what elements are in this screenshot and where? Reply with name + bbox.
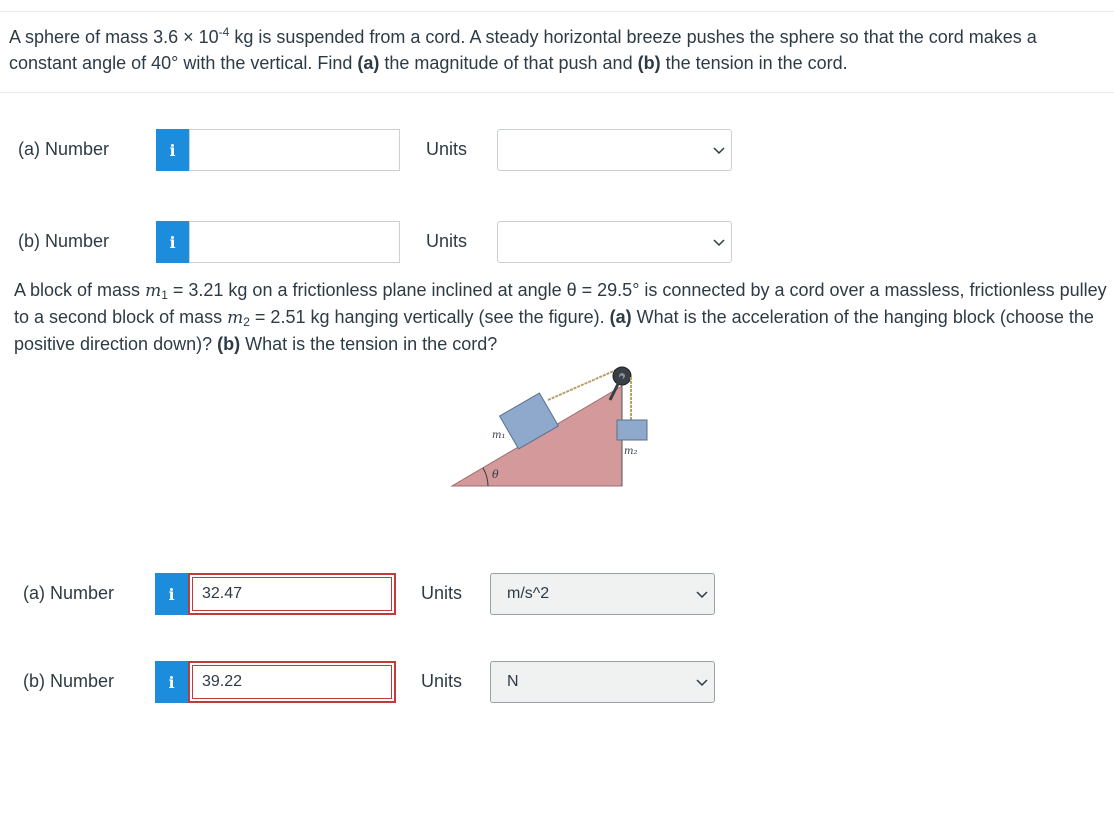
problem1-divider <box>0 92 1114 93</box>
incline-pulley-figure <box>450 366 670 490</box>
answer-input[interactable] <box>189 221 400 263</box>
problem2-prompt: A block of mass $m_1 = 3.21$ kg on a frictionless plane inclined at angle θ = 29.5° is connected by a cord over a massless, frictionless pulley to a second block of mass $m_2 = 2.51$ kg hanging vertically (see the figure). (a) What is the acceleration of the hanging block (choose the positive direction down)? (b) What is the tension in the cord? <box>14 280 1107 354</box>
problem2-row-a <box>0 573 740 615</box>
m1-label: m₁ <box>492 430 506 441</box>
units-select[interactable] <box>497 129 732 171</box>
units-select-value: m/s^2 <box>507 585 550 602</box>
part-a-label: (a) Number <box>23 583 115 603</box>
chevron-down-icon <box>711 234 727 250</box>
units-label: Units <box>426 231 468 251</box>
theta-label: θ <box>492 468 499 481</box>
units-label: Units <box>426 139 468 159</box>
answer-input-value: 39.22 <box>192 665 392 699</box>
units-select[interactable] <box>497 221 732 263</box>
problem2-row-b <box>0 661 740 703</box>
info-button[interactable]: i <box>156 129 189 171</box>
info-button[interactable]: i <box>156 221 189 263</box>
chevron-down-icon <box>694 674 710 690</box>
chevron-down-icon <box>711 142 727 158</box>
answer-input[interactable] <box>189 129 400 171</box>
units-select[interactable] <box>490 661 715 703</box>
part-b-label: (b) Number <box>18 231 110 251</box>
answer-input[interactable] <box>188 661 396 703</box>
block-m2 <box>617 420 647 440</box>
answer-input-value: 32.47 <box>192 577 392 611</box>
units-label: Units <box>421 671 463 691</box>
problem1-prompt: A sphere of mass $3.6 \times 10^{-4}$ kg is suspended from a cord. A steady horizontal breeze pushes the sphere so that the cord makes a constant angle of 40° with the vertical. Find (a) the magnitude of that push and (b) the tension in the cord. <box>9 25 1037 73</box>
info-button[interactable]: i <box>155 661 188 703</box>
part-b-label: (b) Number <box>23 671 115 691</box>
chevron-down-icon <box>694 586 710 602</box>
top-divider <box>0 11 1114 12</box>
units-select[interactable] <box>490 573 715 615</box>
problem1-row-b <box>0 221 740 263</box>
part-a-label: (a) Number <box>18 139 110 159</box>
info-button[interactable]: i <box>155 573 188 615</box>
units-select-value: N <box>507 673 519 690</box>
units-label: Units <box>421 583 463 603</box>
problem1-row-a <box>0 129 740 171</box>
answer-input[interactable] <box>188 573 396 615</box>
m2-label: m₂ <box>624 446 638 457</box>
